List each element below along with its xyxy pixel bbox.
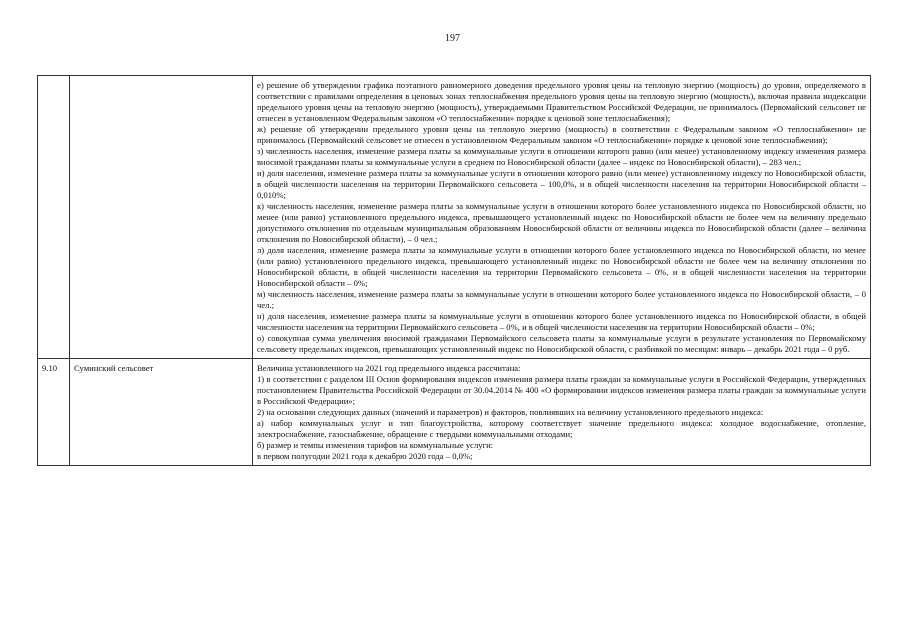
paragraph-first-half: в первом полугодии 2021 года к декабрю 2020 года – 0,0%; xyxy=(257,451,473,461)
paragraph-l: л) доля населения, изменение размера платы за коммунальные услуги в отношении которого более установленного индекса по Новосибирской области, но менее (или равно) установленного предельного индекса, превышающего установленный индекс по Новосибирской области не более чем на величину отклонения по Новосибирской области, в общей численности населения на территории Первомайского сельсовета – 0%, и в общей численности населения на территории Новосибирской области – 0%; xyxy=(257,245,866,288)
municipality-name-cell: Суминский сельсовет xyxy=(70,359,253,466)
description-cell xyxy=(253,359,871,466)
paragraph-1: 1) в соответствии с разделом III Основ формирования индексов изменения размера платы граждан за коммунальные услуги в Российской Федерации, утвержденных постановлением Правительства Российской Федерации от 30.04.2014 № 400 «О формировании индексов изменения размера платы граждан за коммунальные услуги в Российской Федерации»; xyxy=(257,374,866,406)
document-table xyxy=(37,75,871,466)
paragraph-n: н) доля населения, изменение размера платы за коммунальные услуги в отношении которого более установленного индекса по Новосибирской области, в общей численности населения на территории Первомайского сельсовета – 0%, и в общей численности населения на территории Новосибирской области – 0%; xyxy=(257,311,866,332)
paragraph-e: е) решение об утверждении графика поэтапного равномерного доведения предельного уровня цены на тепловую энергию (мощность) до уровня, определяемого в соответствии с правилами определения в ценовых зонах теплоснабжения предельного уровня цены на тепловую энергию (мощность), включая правила индексации предельного уровня цены на тепловую энергию (мощность), утверждаемыми Правительством Российской Федерации, не принималось (Первомайский сельсовет не отнесен в установленном Федеральным законом «О теплоснабжении» порядке к ценовой зоне теплоснабжения); xyxy=(257,80,866,123)
paragraph-i: и) доля населения, изменение размера платы за коммунальные услуги в отношении которого равно (или менее) установленному индексу по Новосибирской области, в общей численности населения на территории Первомайского сельсовета – 100,0%, и в общей численности населения на территории Новосибирской области – 0,010%; xyxy=(257,168,866,200)
paragraph-2: 2) на основании следующих данных (значений и параметров) и факторов, повлиявших на величину установленного предельного индекса: xyxy=(257,407,764,417)
paragraph-zh: ж) решение об утверждении предельного уровня цены на тепловую энергию (мощность) в соответствии с Федеральным законом «О теплоснабжении» не принималось (Первомайский сельсовет не отнесен в установленном Федеральным законом «О теплоснабжении» порядке к ценовой зоне теплоснабжения); xyxy=(257,124,866,145)
table-row xyxy=(38,359,871,466)
paragraph-b: б) размер и темпы изменения тарифов на коммунальные услуги: xyxy=(257,440,494,450)
paragraph-z: з) численность населения, изменение размера платы за коммунальные услуги в отношении которого равно (или менее) установленному индексу изменения размера вносимой гражданами платы за коммунальные услуги в среднем по Новосибирской области (далее – индекс по Новосибирской области), – 283 чел.; xyxy=(257,146,866,167)
paragraph-o: о) совокупная сумма увеличения вносимой гражданами Первомайского сельсовета платы за коммунальные услуги в результате установления по Первомайскому сельсовету предельных индексов, превышающих установленный индекс по Новосибирской области, с разбивкой по месяцам: январь – декабрь 2021 года – 0 руб. xyxy=(257,333,866,354)
description-cell xyxy=(253,76,871,359)
paragraph-a: а) набор коммунальных услуг и тип благоустройства, которому соответствует значение предельного индекса: холодное водоснабжение, отопление, электроснабжение, газоснабжение, обращение с твердыми коммунальными отходами; xyxy=(257,418,866,439)
row-number-cell: 9.10 xyxy=(38,359,70,466)
page-number: 197 xyxy=(445,33,460,44)
paragraph-intro: Величина установленного на 2021 год предельного индекса рассчитана: xyxy=(257,363,521,373)
row-number-cell xyxy=(38,76,70,359)
table-row xyxy=(38,76,871,359)
municipality-name-cell xyxy=(70,76,253,359)
paragraph-m: м) численность населения, изменение размера платы за коммунальные услуги в отношении которого более установленного индекса по Новосибирской области, – 0 чел.; xyxy=(257,289,866,310)
paragraph-k: к) численность населения, изменение размера платы за коммунальные услуги в отношении которого более установленного индекса по Новосибирской области, но менее (или равно) установленного предельного индекса, превышающего установленный индекс по Новосибирской области не более чем на величину предельно допустимого отклонения по отдельным муниципальным образованиям Новосибирской области от величины индекса по Новосибирской области (далее – величина отклонения по Новосибирской области), – 0 чел.; xyxy=(257,201,866,244)
